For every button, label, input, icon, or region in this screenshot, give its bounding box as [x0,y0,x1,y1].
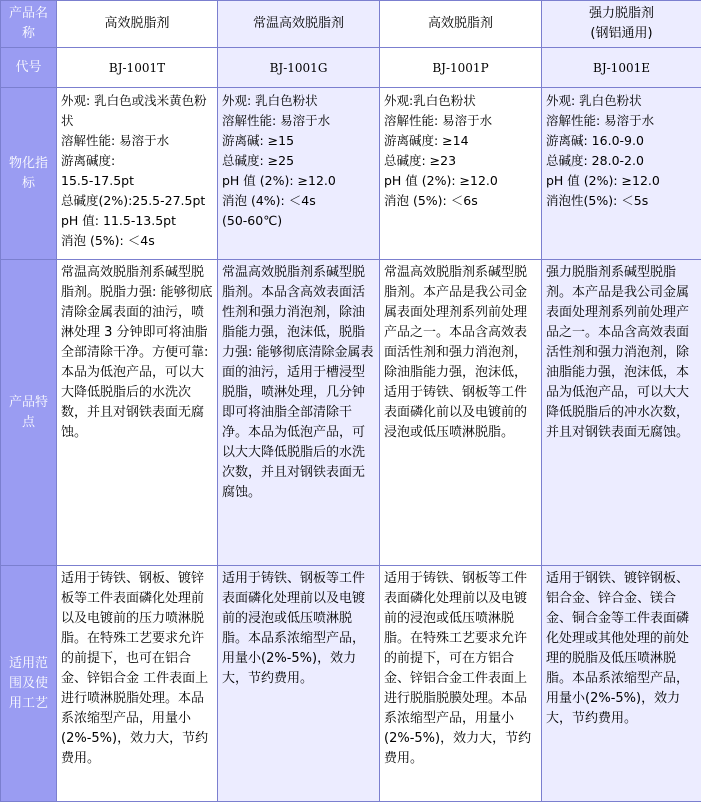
product-4-name: 强力脱脂剂 [546,4,697,24]
physchem-line: 总碱度: ≥23 [384,151,537,171]
code-row [1,48,701,88]
physchem-line: pH 值 (2%): ≥12.0 [222,171,375,191]
physchem-line: pH 值 (2%): ≥12.0 [384,171,537,191]
label-code: 代号 [1,48,57,88]
product-3-code: BJ-1001P [380,48,542,88]
product-3-application: 适用于铸铁、钢板等工件表面磷化处理前以及电镀前的浸泡或低压喷淋脱脂。在特殊工艺要求允许的前提下，可在方铝合金、锌铝合金工件表面上进行脱脂脱膜处理。本品系浓缩型产品，用量小(2%-5%)，效力大，节约费用。 [380,566,542,802]
product-3-physchem [380,88,542,260]
physchem-line: 溶解性能: 易溶于水 [546,111,697,131]
name-cell-2 [218,1,380,48]
product-3-name: 高效脱脂剂 [384,14,537,34]
product-1-application: 适用于铸铁、钢板、镀锌板等工件表面磷化处理前以及电镀前的压力喷淋脱脂。在特殊工艺要求允许的前提下，也可在铝合金、锌铝合金 工件表面上进行喷淋脱脂处理。本品系浓缩型产品，用量小(2%-5%)，效力大，节约费用。 [57,566,218,802]
product-4-name-sub: (钢铝通用) [546,24,697,44]
physchem-line: 溶解性能: 易溶于水 [384,111,537,131]
physchem-line: 总碱度: 28.0-2.0 [546,151,697,171]
product-4-features: 强力脱脂剂系碱型脱脂剂。本产品是我公司金属表面处理剂系列前处理产品之一。本品含高效表面活性剂和强力消泡剂，除油脂能力强，泡沫低，本品为低泡产品，可以大大降低脱脂后的冲水次数，并且对钢铁表面无腐蚀。 [542,260,701,566]
product-1-physchem [57,88,218,260]
physchem-line: (50-60℃) [222,211,375,231]
product-2-features: 常温高效脱脂剂系碱型脱脂剂。本品含高效表面活性剂和强力消泡剂，除油脂能力强，泡沫低，脱脂力强: 能够彻底清除金属表面的油污，适用于槽浸型脱脂，喷淋处理，几分钟即可将油脂全部清除干净。本品为低泡产品，可以大大降低脱脂后的水洗次数，并且对钢铁表面无腐蚀。 [218,260,380,566]
physchem-line: 消泡性(5%): ＜5s [546,191,697,211]
product-4-code: BJ-1001E [542,48,701,88]
physchem-line: 外观: 乳白色粉状 [222,91,375,111]
name-cell-3 [380,1,542,48]
product-1-name: 高效脱脂剂 [61,14,213,34]
physchem-line: pH 值: 11.5-13.5pt [61,211,213,231]
product-3-features: 常温高效脱脂剂系碱型脱脂剂。本产品是我公司金属表面处理剂系列前处理产品之一。本品含高效表面活性剂和强力消泡剂，除油脂能力强，泡沫低，适用于铸铁、钢板等工件表面磷化前以及电镀前的浸泡或低压喷淋脱脂。 [380,260,542,566]
label-physchem: 物化指标 [1,88,57,260]
physchem-line: 消泡 (5%): ＜6s [384,191,537,211]
name-cell-1 [57,1,218,48]
physchem-line: 总碱度: ≥25 [222,151,375,171]
physchem-line: pH 值 (2%): ≥12.0 [546,171,697,191]
product-4-physchem [542,88,701,260]
label-product-name: 产品名称 [1,1,57,48]
product-1-code: BJ-1001T [57,48,218,88]
physchem-line: 游离碱度: ≥14 [384,131,537,151]
product-2-physchem [218,88,380,260]
physchem-line: 外观:乳白色粉状 [384,91,537,111]
product-2-code: BJ-1001G [218,48,380,88]
application-row [1,566,701,802]
features-row [1,260,701,566]
label-application: 适用范围及使用工艺 [1,566,57,802]
physchem-line: 消泡 (5%): ＜4s [61,231,213,251]
physchem-line: 总碱度(2%):25.5-27.5pt [61,191,213,211]
physchem-line: 游离碱度: [61,151,213,171]
product-2-name: 常温高效脱脂剂 [222,14,375,34]
label-features: 产品特点 [1,260,57,566]
physchem-line: 外观: 乳白色或浅米黄色粉状 [61,91,213,131]
product-2-application: 适用于铸铁、钢板等工件表面磷化处理前以及电镀前的浸泡或低压喷淋脱脂。本品系浓缩型产品，用量小(2%-5%)，效力大，节约费用。 [218,566,380,802]
physchem-line: 游离碱: 16.0-9.0 [546,131,697,151]
physchem-line: 消泡 (4%): ＜4s [222,191,375,211]
physchem-line: 游离碱: ≥15 [222,131,375,151]
product-4-application: 适用于钢铁、镀锌钢板、铝合金、锌合金、镁合金、铜合金等工件表面磷化处理或其他处理的前处理的脱脂及低压喷淋脱脂。本品系浓缩型产品，用量小(2%-5%)，效力大，节约费用。 [542,566,701,802]
physchem-line: 外观: 乳白色粉状 [546,91,697,111]
name-row [1,1,701,48]
physchem-line: 溶解性能: 易溶于水 [61,131,213,151]
physchem-row [1,88,701,260]
physchem-line: 15.5-17.5pt [61,171,213,191]
product-1-features: 常温高效脱脂剂系碱型脱脂剂。脱脂力强: 能够彻底清除金属表面的油污，喷淋处理 3 分钟即可将油脂全部清除干净。方便可靠: 本品为低泡产品，可以大大降低脱脂后的水洗次数，并且对钢铁表面无腐蚀。 [57,260,218,566]
name-cell-4 [542,1,701,48]
physchem-line: 溶解性能: 易溶于水 [222,111,375,131]
